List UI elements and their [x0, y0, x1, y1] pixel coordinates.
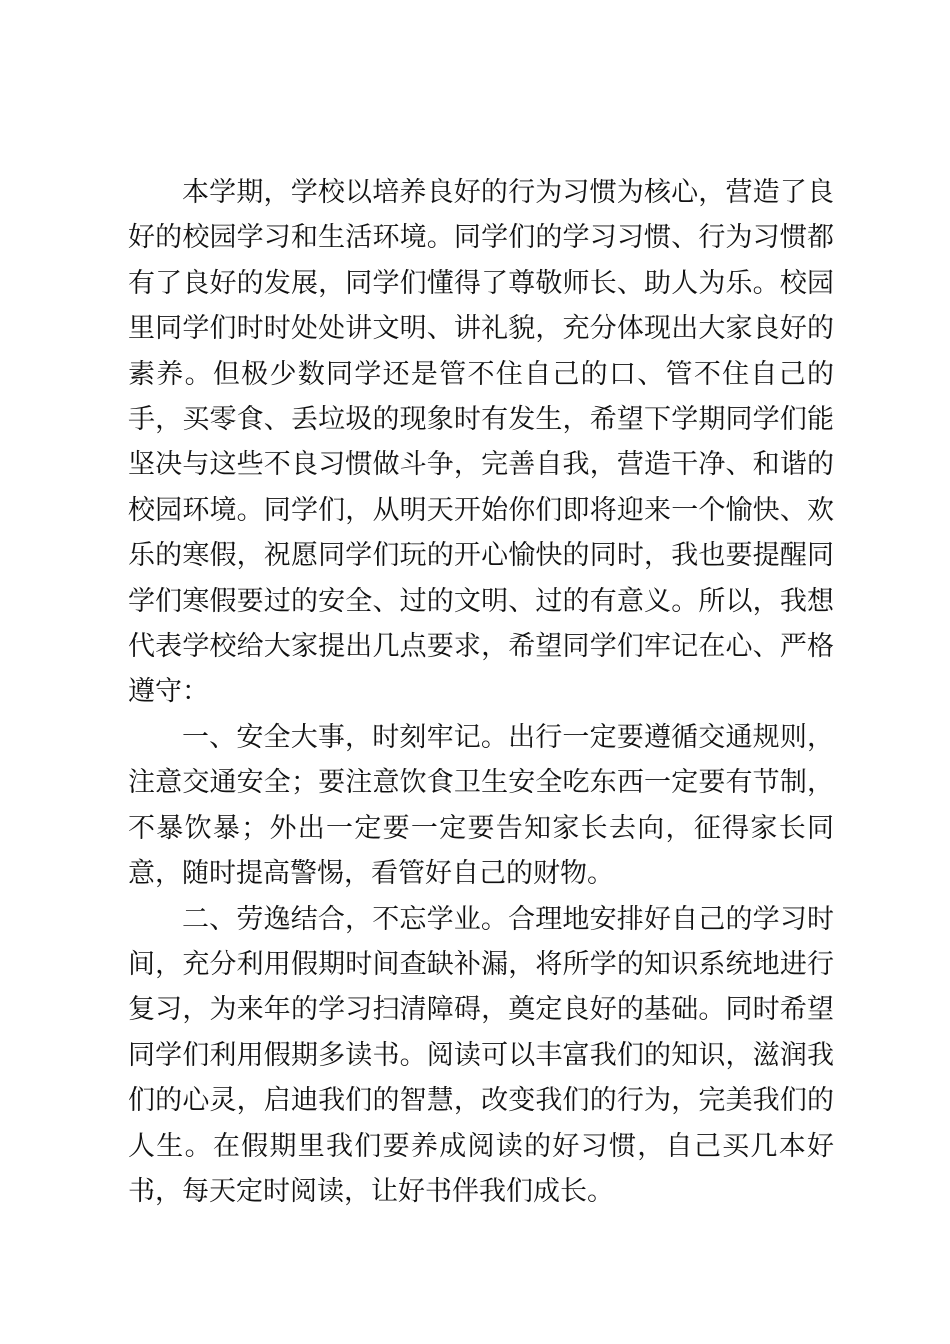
paragraph-study: 二、劳逸结合，不忘学业。合理地安排好自己的学习时间，充分利用假期时间查缺补漏，将所学的知识系统地进行复习，为来年的学习扫清障碍，奠定良好的基础。同时希望同学们利用假期多读书。阅读可以丰富我们的知识，滋润我们的心灵，启迪我们的智慧，改变我们的行为，完美我们的人生。在假期里我们要养成阅读的好习惯，自己买几本好书，每天定时阅读，让好书伴我们成长。: [128, 903, 834, 1207]
paragraph-safety: 一、安全大事，时刻牢记。出行一定要遵循交通规则，注意交通安全；要注意饮食卫生安全吃东西一定要有节制，不暴饮暴；外出一定要一定要告知家长去向，征得家长同意，随时提高警惕，看管好自己的财物。: [128, 721, 834, 890]
document-body: [128, 170, 834, 1214]
paragraph-intro: 本学期，学校以培养良好的行为习惯为核心，营造了良好的校园学习和生活环境。同学们的学习习惯、行为习惯都有了良好的发展，同学们懂得了尊敬师长、助人为乐。校园里同学们时时处处讲文明、讲礼貌，充分体现出大家良好的素养。但极少数同学还是管不住自己的口、管不住自己的手，买零食、丢垃圾的现象时有发生，希望下学期同学们能坚决与这些不良习惯做斗争，完善自我，营造干净、和谐的校园环境。同学们，从明天开始你们即将迎来一个愉快、欢乐的寒假，祝愿同学们玩的开心愉快的同时，我也要提醒同学们寒假要过的安全、过的文明、过的有意义。所以，我想代表学校给大家提出几点要求，希望同学们牢记在心、严格遵守：: [128, 177, 834, 708]
